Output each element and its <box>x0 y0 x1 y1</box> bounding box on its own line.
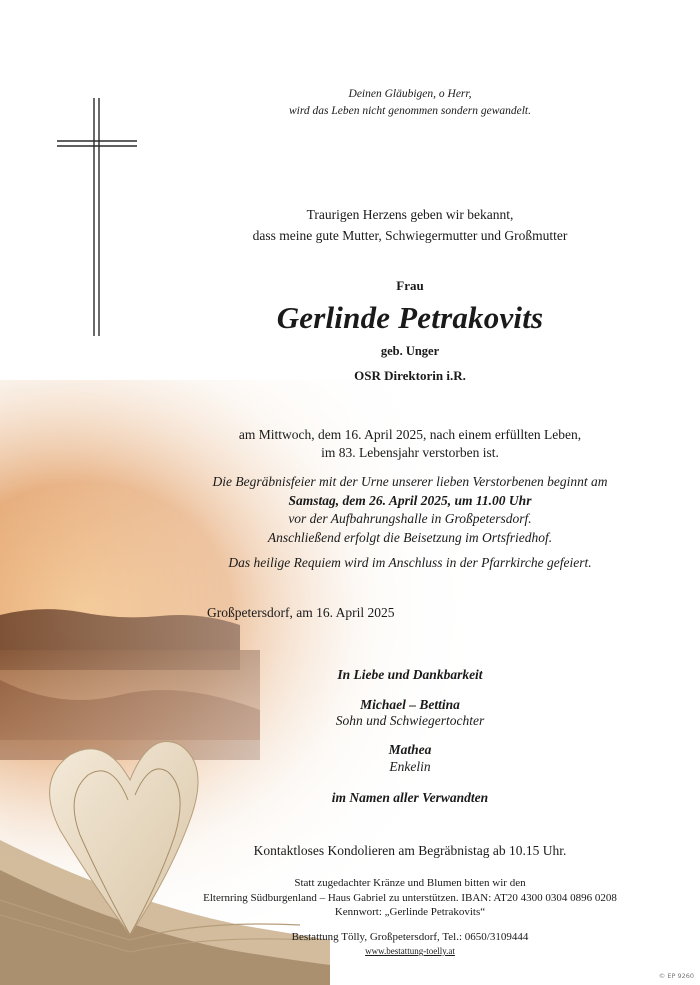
bible-verse <box>180 86 640 120</box>
donation-line-1: Statt zugedachter Kränze und Blumen bitten wir den <box>294 877 526 889</box>
salutation: Frau <box>396 278 424 293</box>
death-line-1: am Mittwoch, dem 16. April 2025, nach einem erfüllten Leben, <box>238 427 582 442</box>
mourners-group-2-names: Mathea <box>388 742 432 757</box>
mourners-group-1-names: Michael – Bettina <box>360 697 460 712</box>
requiem-note: Das heilige Requiem wird im Anschluss in der Pfarrkirche gefeiert. <box>228 555 592 570</box>
funeral-date-time: Samstag, dem 26. April 2025, um 11.00 Uhr <box>288 492 532 508</box>
undertaker-website-link[interactable]: www.bestattung-toelly.at <box>365 946 455 956</box>
mourners-closing: im Namen aller Verwandten <box>331 790 489 805</box>
funeral-line-3: vor der Aufbahrungshalle in Großpetersdorf. <box>288 511 532 526</box>
print-code: © EP 9260 <box>658 972 694 980</box>
deceased-name: Gerlinde Petrakovits <box>276 300 544 335</box>
verse-line-1: Deinen Gläubigen, o Herr, <box>348 88 472 100</box>
verse-line-2: wird das Leben nicht genommen sondern gewandelt. <box>288 105 531 117</box>
mourners-group-2-relation: Enkelin <box>389 759 431 774</box>
deceased-title: OSR Direktorin i.R. <box>354 368 466 383</box>
death-notice <box>180 426 640 462</box>
announcement <box>180 204 640 246</box>
death-line-2: im 83. Lebensjahr verstorben ist. <box>321 445 499 460</box>
birth-name: geb. Unger <box>380 344 440 358</box>
cross-icon <box>55 98 140 338</box>
donation-line-2: Elternring Südburgenland – Haus Gabriel zu unterstützen. IBAN: AT20 4300 0304 0896 0208 <box>203 891 617 904</box>
donation-line-3: Kennwort: „Gerlinde Petrakovits“ <box>334 906 486 918</box>
undertaker-line: Bestattung Tölly, Großpetersdorf, Tel.: 0650/3109444 <box>291 931 529 943</box>
announcement-line-2: dass meine gute Mutter, Schwiegermutter und Großmutter <box>252 228 568 243</box>
funeral-details <box>180 473 640 547</box>
funeral-line-4: Anschließend erfolgt die Beisetzung im Ortsfriedhof. <box>267 529 553 545</box>
mourners-group-1-relation: Sohn und Schwiegertochter <box>335 713 485 728</box>
announcement-line-1: Traurigen Herzens geben wir bekannt, <box>306 207 514 222</box>
donation-note <box>190 876 630 920</box>
mourners-intro: In Liebe und Dankbarkeit <box>337 667 483 682</box>
undertaker-info <box>240 930 580 958</box>
place-date: Großpetersdorf, am 16. April 2025 <box>207 605 395 620</box>
funeral-line-1: Die Begräbnisfeier mit der Urne unserer lieben Verstorbenen beginnt am <box>212 474 608 489</box>
condolence-note: Kontaktloses Kondolieren am Begräbnistag ab 10.15 Uhr. <box>253 843 567 858</box>
